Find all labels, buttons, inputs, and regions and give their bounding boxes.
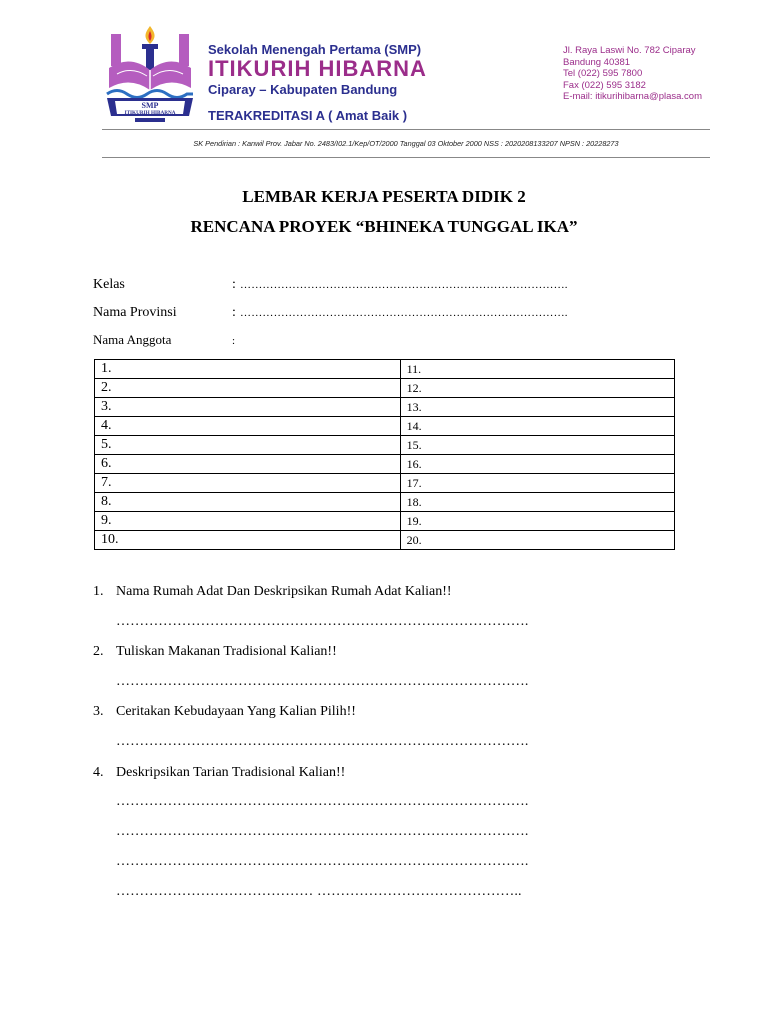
question-number: 1. bbox=[93, 584, 104, 599]
question-text: Ceritakan Kebudayaan Yang Kalian Pilih!! bbox=[116, 704, 356, 719]
logo-text-top: SMP bbox=[141, 101, 159, 110]
table-row bbox=[95, 493, 675, 512]
field-kelas-label: Kelas bbox=[93, 277, 125, 292]
field-provinsi-blank[interactable]: ……………………………………………………………………………. bbox=[240, 307, 568, 319]
member-cell[interactable]: 8. bbox=[95, 493, 401, 512]
table-row bbox=[95, 398, 675, 417]
school-type: Sekolah Menengah Pertama (SMP) bbox=[208, 42, 422, 57]
question-3 bbox=[93, 704, 356, 720]
table-row bbox=[95, 512, 675, 531]
header-divider-top bbox=[102, 129, 710, 130]
member-cell[interactable]: 18. bbox=[400, 493, 674, 512]
table-row bbox=[95, 417, 675, 436]
member-cell[interactable]: 7. bbox=[95, 474, 401, 493]
member-cell[interactable]: 6. bbox=[95, 455, 401, 474]
member-cell[interactable]: 4. bbox=[95, 417, 401, 436]
worksheet-title: LEMBAR KERJA PESERTA DIDIK 2 bbox=[242, 187, 526, 206]
member-cell[interactable]: 14. bbox=[400, 417, 674, 436]
field-anggota-label: Nama Anggota bbox=[93, 332, 172, 347]
member-cell[interactable]: 19. bbox=[400, 512, 674, 531]
table-row bbox=[95, 436, 675, 455]
contact-address-1: Jl. Raya Laswi No. 782 Ciparay bbox=[563, 45, 696, 56]
table-row bbox=[95, 360, 675, 379]
member-cell[interactable]: 15. bbox=[400, 436, 674, 455]
question-number: 3. bbox=[93, 704, 104, 719]
field-anggota bbox=[93, 332, 240, 348]
members-table bbox=[94, 359, 675, 550]
table-row bbox=[95, 455, 675, 474]
answer-line[interactable]: ……………………………………………………………………………. bbox=[116, 674, 529, 689]
project-title: RENCANA PROYEK “BHINEKA TUNGGAL IKA” bbox=[190, 217, 578, 236]
member-cell[interactable]: 5. bbox=[95, 436, 401, 455]
question-text: Deskripsikan Tarian Tradisional Kalian!! bbox=[116, 765, 346, 780]
question-1 bbox=[93, 584, 452, 600]
field-kelas[interactable] bbox=[93, 277, 568, 293]
question-number: 4. bbox=[93, 765, 104, 780]
school-contact bbox=[563, 45, 702, 103]
school-crest-logo bbox=[105, 24, 195, 124]
member-cell[interactable]: 11. bbox=[400, 360, 674, 379]
field-provinsi-colon: : bbox=[232, 305, 236, 320]
school-name: ITIKURIH HIBARNA bbox=[208, 56, 427, 81]
contact-email: E-mail: itikurihibarna@plasa.com bbox=[563, 91, 702, 102]
sk-pendirian-line: SK Pendirian : Kanwil Prov. Jabar No. 2483/I02.1/Kep/OT/2000 Tanggal 03 Oktober 2000 NSS : 2020208133207 NPSN : 20228273 bbox=[193, 139, 619, 148]
question-text: Nama Rumah Adat Dan Deskripsikan Rumah Adat Kalian!! bbox=[116, 584, 452, 599]
table-row bbox=[95, 531, 675, 550]
field-provinsi-label: Nama Provinsi bbox=[93, 305, 177, 320]
school-location: Ciparay – Kabupaten Bandung bbox=[208, 82, 398, 97]
answer-line[interactable]: ……………………………………………………………………………. bbox=[116, 824, 529, 839]
contact-fax: Fax (022) 595 3182 bbox=[563, 79, 646, 91]
school-crest-icon bbox=[105, 24, 195, 124]
question-4 bbox=[93, 765, 345, 781]
question-2 bbox=[93, 644, 337, 660]
field-kelas-colon: : bbox=[232, 277, 236, 292]
question-text: Tuliskan Makanan Tradisional Kalian!! bbox=[116, 644, 337, 659]
member-cell[interactable]: 16. bbox=[400, 455, 674, 474]
answer-line[interactable]: …………………………………… …………………………………….. bbox=[116, 884, 522, 899]
contact-address-2: Bandung 40381 bbox=[563, 56, 631, 68]
member-cell[interactable]: 9. bbox=[95, 512, 401, 531]
member-cell[interactable]: 17. bbox=[400, 474, 674, 493]
member-cell[interactable]: 10. bbox=[95, 531, 401, 550]
member-cell[interactable]: 1. bbox=[95, 360, 401, 379]
contact-tel: Tel (022) 595 7800 bbox=[563, 68, 643, 79]
table-row bbox=[95, 474, 675, 493]
answer-line[interactable]: ……………………………………………………………………………. bbox=[116, 734, 529, 749]
member-cell[interactable]: 12. bbox=[400, 379, 674, 398]
logo-text-bottom: ITIKURIH HIBARNA bbox=[124, 110, 176, 116]
question-number: 2. bbox=[93, 644, 104, 659]
member-cell[interactable]: 20. bbox=[400, 531, 674, 550]
member-cell[interactable]: 3. bbox=[95, 398, 401, 417]
field-kelas-blank[interactable]: ……………………………………………………………………………. bbox=[240, 279, 568, 291]
answer-line[interactable]: ……………………………………………………………………………. bbox=[116, 794, 529, 809]
answer-line[interactable]: ……………………………………………………………………………. bbox=[116, 854, 529, 869]
answer-line[interactable]: ……………………………………………………………………………. bbox=[116, 614, 529, 629]
member-cell[interactable]: 2. bbox=[95, 379, 401, 398]
field-anggota-colon: : bbox=[232, 335, 236, 347]
school-accreditation: TERAKREDITASI A ( Amat Baik ) bbox=[208, 108, 408, 123]
field-provinsi[interactable] bbox=[93, 305, 568, 321]
table-row bbox=[95, 379, 675, 398]
header-divider-bottom bbox=[102, 157, 710, 158]
member-cell[interactable]: 13. bbox=[400, 398, 674, 417]
